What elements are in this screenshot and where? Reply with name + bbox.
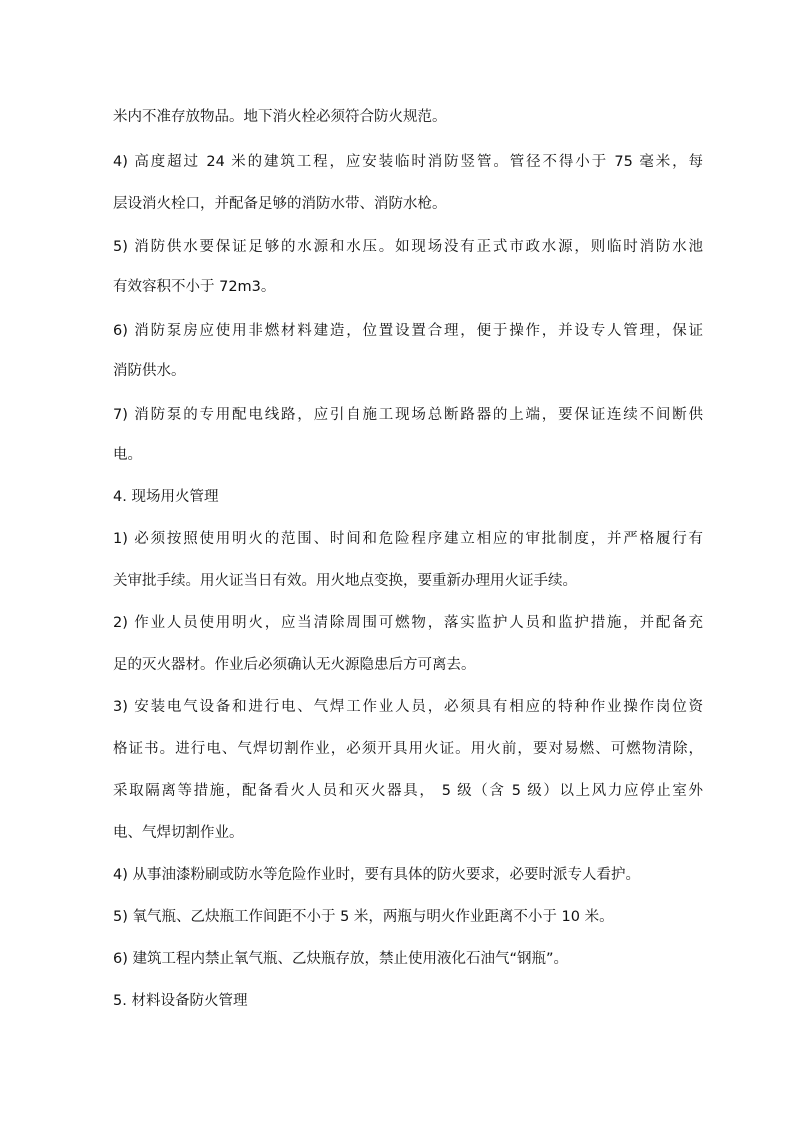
paragraph-line: 3) 安装电气设备和进行电、气焊工作业人员，必须具有相应的特种作业操作岗位资 xyxy=(113,699,703,715)
paragraph-line: 7) 消防泵的专用配电线路，应引自施工现场总断路器的上端，要保证连续不间断供 xyxy=(113,407,703,423)
paragraph-line: 关审批手续。用火证当日有效。用火地点变换，要重新办理用火证手续。 xyxy=(113,573,577,589)
paragraph-line: 4) 高度超过 24 米的建筑工程，应安装临时消防竖管。管径不得小于 75 毫米，每 xyxy=(113,154,703,170)
paragraph-line: 5) 氧气瓶、乙炔瓶工作间距不小于 5 米，两瓶与明火作业距离不小于 10 米。 xyxy=(113,909,614,925)
paragraph-line: 米内不准存放物品。地下消火栓必须符合防火规范。 xyxy=(113,109,447,125)
paragraph-line: 层设消火栓口，并配备足够的消防水带、消防水枪。 xyxy=(113,196,447,212)
paragraph-line: 消防供水。 xyxy=(113,363,186,379)
paragraph-line: 6) 消防泵房应使用非燃材料建造，位置设置合理，便于操作，并设专人管理，保证 xyxy=(113,323,703,339)
paragraph-line: 2) 作业人员使用明火，应当清除周围可燃物，落实监护人员和监护措施，并配备充 xyxy=(113,615,703,631)
section-heading: 4. 现场用火管理 xyxy=(113,489,219,505)
paragraph-line: 格证书。进行电、气焊切割作业，必须开具用火证。用火前，要对易燃、可燃物清除， xyxy=(113,741,703,757)
paragraph-line: 电、气焊切割作业。 xyxy=(113,825,244,841)
paragraph-line: 1) 必须按照使用明火的范围、时间和危险程序建立相应的审批制度，并严格履行有 xyxy=(113,531,703,547)
paragraph-line: 5) 消防供水要保证足够的水源和水压。如现场没有正式市政水源，则临时消防水池 xyxy=(113,239,703,255)
paragraph-line: 4) 从事油漆粉刷或防水等危险作业时，要有具体的防火要求，必要时派专人看护。 xyxy=(113,867,640,883)
paragraph-line: 电。 xyxy=(113,447,142,463)
paragraph-line: 足的灭火器材。作业后必须确认无火源隐患后方可离去。 xyxy=(113,657,476,673)
paragraph-line: 6) 建筑工程内禁止氧气瓶、乙炔瓶存放，禁止使用液化石油气“钢瓶”。 xyxy=(113,951,569,967)
section-heading: 5. 材料设备防火管理 xyxy=(113,993,248,1009)
paragraph-line: 有效容积不小于 72m3。 xyxy=(113,279,276,295)
paragraph-line: 采取隔离等措施，配备看火人员和灭火器具， 5 级（含 5 级）以上风力应停止室外 xyxy=(113,783,703,799)
